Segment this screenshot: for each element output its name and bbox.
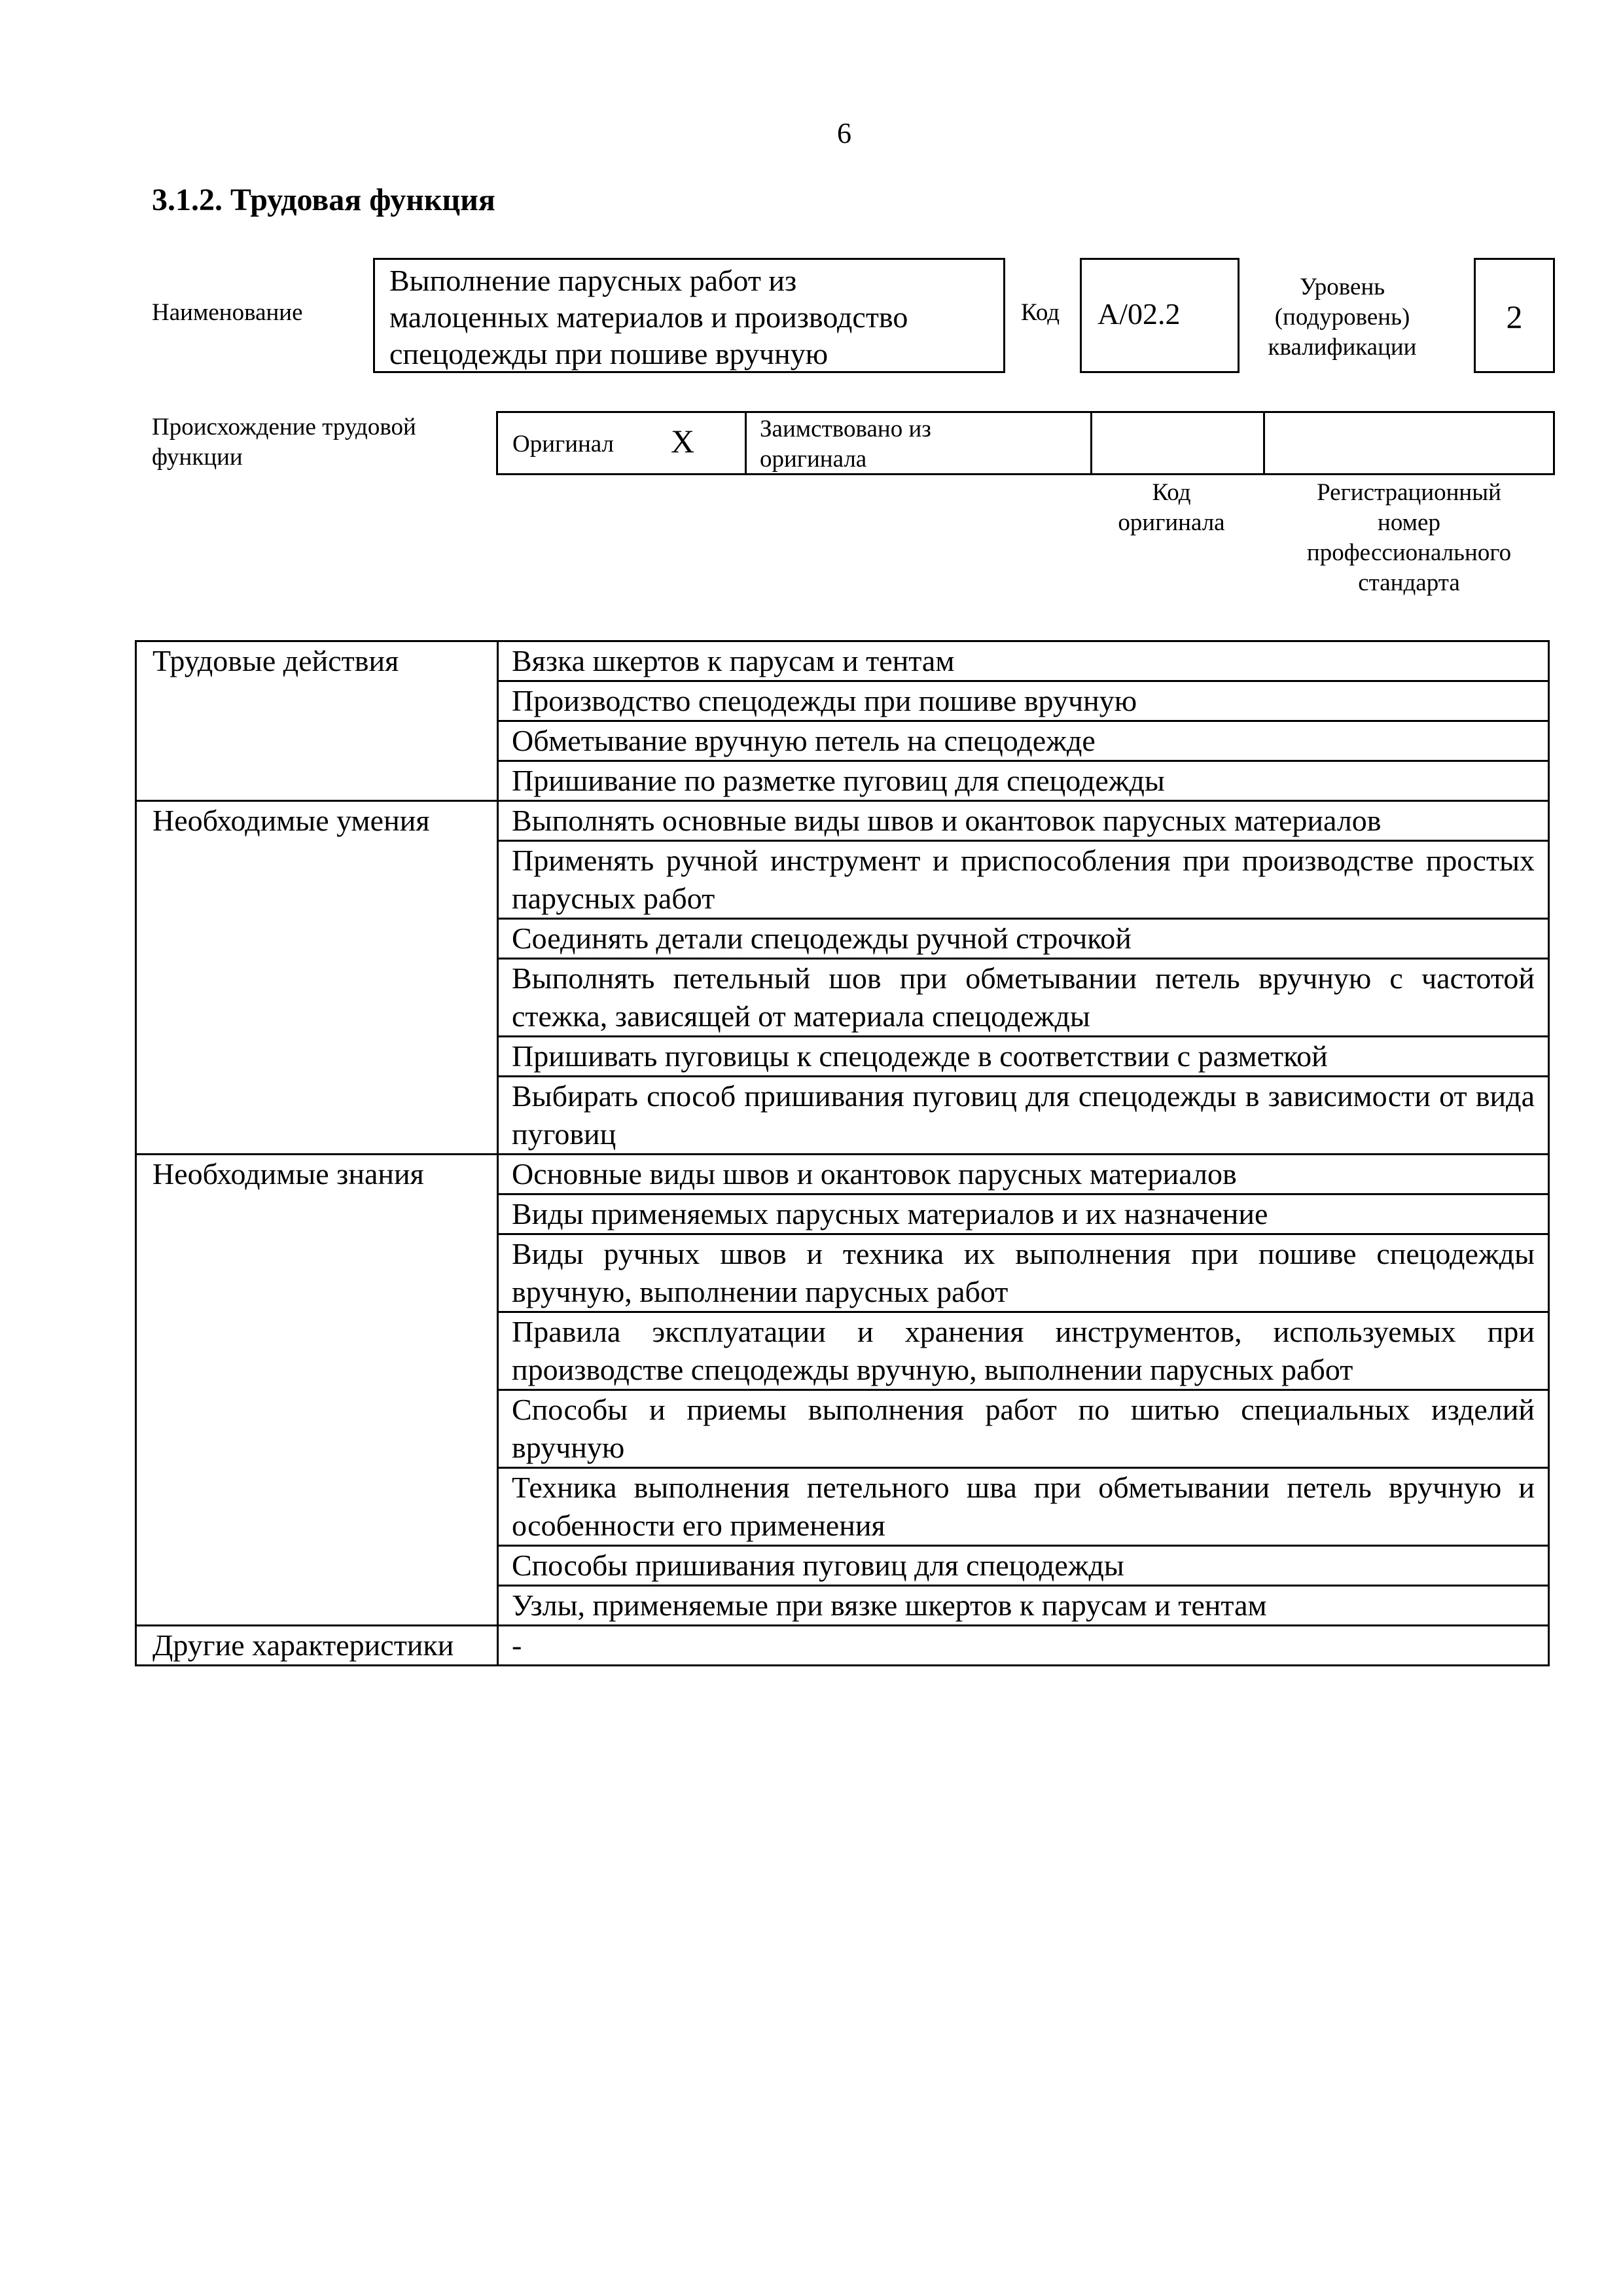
table-row xyxy=(136,801,1549,841)
level-label-line: (подуровень) xyxy=(1274,304,1410,331)
table-cell: Узлы, применяемые при вязке шкертов к парусам и тентам xyxy=(498,1586,1549,1626)
code-label: Код xyxy=(1021,299,1060,326)
table-cell: Виды применяемых парусных материалов и их назначение xyxy=(498,1194,1549,1234)
original-code-caption xyxy=(1086,478,1257,538)
borrowed-label xyxy=(760,414,931,475)
table-cell: Пришивание по разметке пуговиц для спецодежды xyxy=(498,761,1549,801)
page-number: 6 xyxy=(837,117,851,149)
original-label: Оригинал xyxy=(512,431,615,457)
borrowed-label-line: Заимствовано из xyxy=(760,416,931,442)
function-name-line: Выполнение парусных работ из xyxy=(389,264,797,297)
original-cell xyxy=(498,413,747,473)
caption-line: номер xyxy=(1378,509,1440,536)
name-label: Наименование xyxy=(152,299,303,326)
borrowed-label-line: оригинала xyxy=(760,446,867,473)
table-row xyxy=(136,641,1549,681)
function-name-line: спецодежды при пошиве вручную xyxy=(389,337,829,370)
knowledge-heading: Необходимые знания xyxy=(136,1155,498,1626)
function-details-table xyxy=(135,640,1550,1666)
table-cell: Выполнять петельный шов при обметывании петель вручную с частотой стежка, зависящей от материала спецодежды xyxy=(498,959,1549,1037)
reg-number-caption xyxy=(1263,478,1555,598)
level-value: 2 xyxy=(1474,258,1555,373)
caption-line: Регистрационный xyxy=(1317,479,1501,506)
origin-label xyxy=(152,412,416,473)
reg-number-cell xyxy=(1265,413,1553,473)
caption-line: стандарта xyxy=(1358,569,1460,596)
level-label xyxy=(1247,272,1437,363)
caption-line: профессионального xyxy=(1306,539,1512,566)
section-title: 3.1.2. Трудовая функция xyxy=(152,183,495,217)
table-cell: Основные виды швов и окантовок парусных материалов xyxy=(498,1155,1549,1194)
table-cell: Применять ручной инструмент и приспособления при производстве простых парусных работ xyxy=(498,841,1549,919)
level-label-line: Уровень xyxy=(1299,274,1385,300)
code-value: А/02.2 xyxy=(1080,258,1240,373)
function-name-box xyxy=(373,258,1005,373)
table-row xyxy=(136,1155,1549,1194)
origin-row xyxy=(496,411,1555,475)
original-code-cell xyxy=(1092,413,1265,473)
origin-label-line: Происхождение трудовой xyxy=(152,414,416,440)
table-cell: Пришивать пуговицы к спецодежде в соответствии с разметкой xyxy=(498,1037,1549,1077)
table-cell: Соединять детали спецодежды ручной строчкой xyxy=(498,919,1549,959)
table-cell: Обметывание вручную петель на спецодежде xyxy=(498,721,1549,761)
borrowed-cell xyxy=(747,413,1092,473)
table-cell: Выполнять основные виды швов и окантовок парусных материалов xyxy=(498,801,1549,841)
table-cell: - xyxy=(498,1626,1549,1666)
table-cell: Правила эксплуатации и хранения инструментов, используемых при производстве спецодежды вручную, выполнении парусных работ xyxy=(498,1312,1549,1390)
other-characteristics-heading: Другие характеристики xyxy=(136,1626,498,1666)
original-mark: X xyxy=(671,423,695,459)
table-cell: Вязка шкертов к парусам и тентам xyxy=(498,641,1549,681)
table-cell: Производство спецодежды при пошиве вручную xyxy=(498,681,1549,721)
table-cell: Способы пришивания пуговиц для спецодежды xyxy=(498,1546,1549,1586)
table-row xyxy=(136,1626,1549,1666)
skills-heading: Необходимые умения xyxy=(136,801,498,1155)
function-name-line: малоценных материалов и производство xyxy=(389,300,908,334)
origin-label-line: функции xyxy=(152,444,243,471)
caption-line: оригинала xyxy=(1118,509,1225,536)
table-cell: Техника выполнения петельного шва при обметывании петель вручную и особенности его применения xyxy=(498,1468,1549,1546)
caption-line: Код xyxy=(1152,479,1191,506)
table-cell: Способы и приемы выполнения работ по шитью специальных изделий вручную xyxy=(498,1390,1549,1468)
labor-actions-heading: Трудовые действия xyxy=(136,641,498,801)
level-label-line: квалификации xyxy=(1268,334,1417,361)
table-cell: Выбирать способ пришивания пуговиц для спецодежды в зависимости от вида пуговиц xyxy=(498,1077,1549,1155)
table-cell: Виды ручных швов и техника их выполнения при пошиве спецодежды вручную, выполнении парусных работ xyxy=(498,1234,1549,1312)
